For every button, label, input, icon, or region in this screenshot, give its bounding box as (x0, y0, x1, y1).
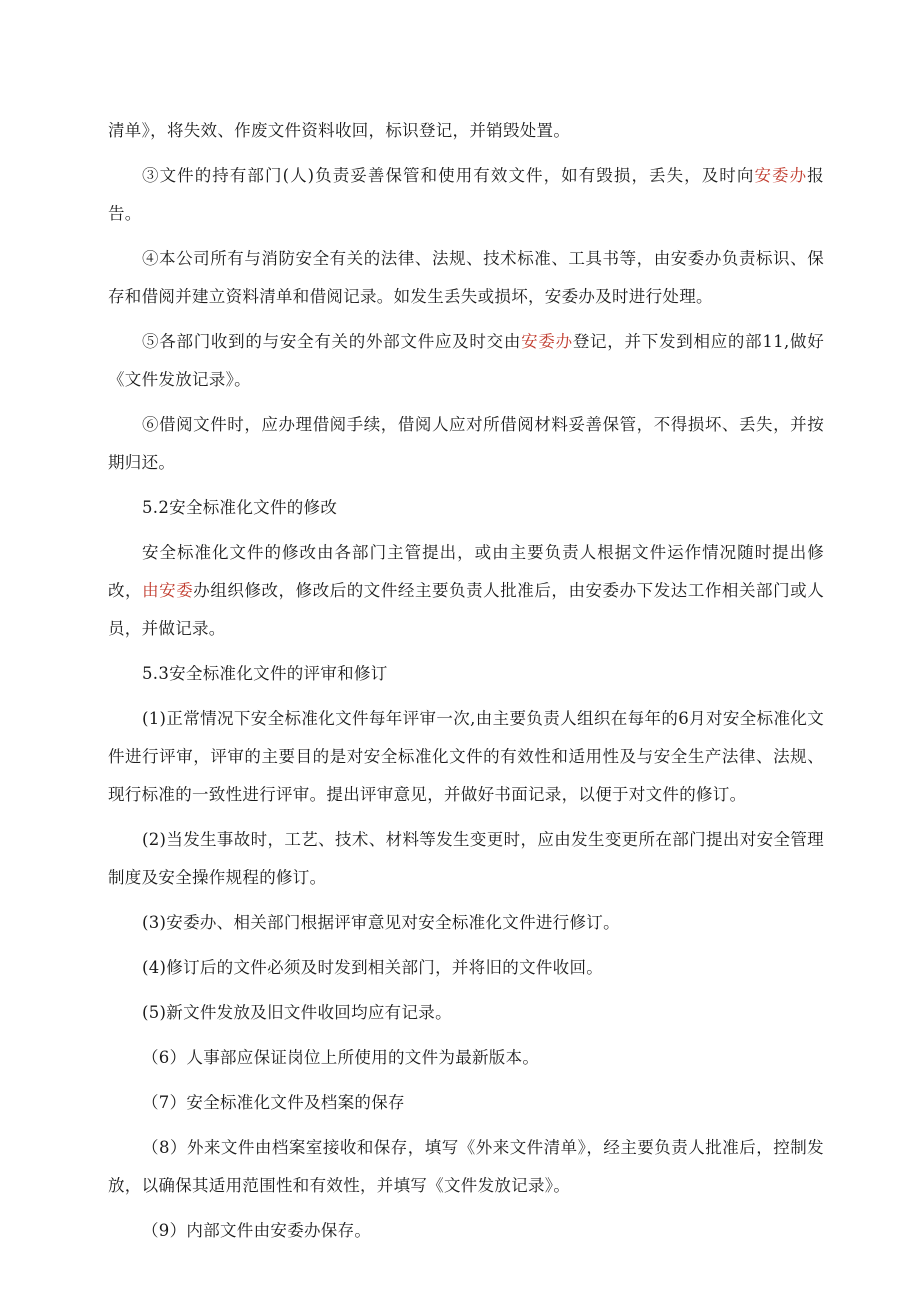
list-item-7 (108, 1084, 824, 1122)
text-run: (5)新文件发放及旧文件收回均应有记录。 (142, 1003, 452, 1022)
section-heading-5-2 (108, 489, 824, 527)
list-item-6 (108, 1039, 824, 1077)
list-item-9 (108, 1212, 824, 1250)
text-run: 报告。 (108, 166, 824, 223)
text-run: （6）人事部应保证岗位上所使用的文件为最新版本。 (142, 1048, 540, 1067)
section-heading-5-3 (108, 655, 824, 693)
document-body (108, 112, 824, 1257)
paragraph-item-4 (108, 240, 824, 316)
text-run: ⑥借阅文件时，应办理借阅手续，借阅人应对所借阅材料妥善保管，不得损坏、丢失，并按期归还。 (108, 415, 824, 472)
heading-text: 5.2安全标准化文件的修改 (142, 498, 338, 517)
highlighted-text: 安委办 (521, 332, 573, 351)
paragraph-continuation (108, 112, 824, 150)
heading-text: 5.3安全标准化文件的评审和修订 (142, 664, 388, 683)
highlighted-text: 由安委 (142, 581, 194, 600)
text-run: 办组织修改，修改后的文件经主要负责人批准后，由安委办下发达工作相关部门或人员，并做记录。 (108, 581, 824, 638)
list-item-4 (108, 949, 824, 987)
text-run: 清单》，将失效、作废文件资料收回，标识登记，并销毁处置。 (108, 121, 571, 140)
text-run: 安全标准化文件的修改由各部门主管提出，或由主要负责人根据文件运作情况随时提出修改， (108, 543, 824, 600)
list-item-2 (108, 821, 824, 897)
highlighted-text: 安委办 (754, 166, 808, 185)
text-run: （9）内部文件由安委办保存。 (142, 1221, 372, 1240)
text-run: （7）安全标准化文件及档案的保存 (142, 1093, 405, 1112)
text-run: （8）外来文件由档案室接收和保存，填写《外来文件清单》，经主要负责人批准后，控制发放，以确保其适用范围性和有效性，并填写《文件发放记录》。 (108, 1138, 824, 1195)
text-run: ④本公司所有与消防安全有关的法律、法规、技术标准、工具书等，由安委办负责标识、保存和借阅并建立资料清单和借阅记录。如发生丢失或损坏，安委办及时进行处理。 (108, 249, 824, 306)
paragraph-item-5 (108, 323, 824, 399)
text-run: (3)安委办、相关部门根据评审意见对安全标准化文件进行修订。 (142, 913, 620, 932)
paragraph-item-3 (108, 157, 824, 233)
text-run: (4)修订后的文件必须及时发到相关部门，并将旧的文件收回。 (142, 958, 604, 977)
text-run: ③文件的持有部门(人)负责妥善保管和使用有效文件，如有毁损，丢失，及时向 (142, 166, 755, 185)
paragraph-modification (108, 534, 824, 648)
text-run: (2)当发生事故时，工艺、技术、材料等发生变更时，应由发生变更所在部门提出对安全管理制度及安全操作规程的修订。 (108, 830, 824, 887)
text-run: 登记，并下发到相应的部11,做好《文件发放记录》。 (108, 332, 824, 389)
list-item-1 (108, 700, 824, 814)
text-run: (1)正常情况下安全标准化文件每年评审一次,由主要负责人组织在每年的6月对安全标准化文件进行评审，评审的主要目的是对安全标准化文件的有效性和适用性及与安全生产法律、法规、现行标准的一致性进行评审。提出评审意见，并做好书面记录，以便于对文件的修订。 (108, 709, 824, 804)
list-item-8 (108, 1129, 824, 1205)
list-item-5 (108, 994, 824, 1032)
list-item-3 (108, 904, 824, 942)
text-run: ⑤各部门收到的与安全有关的外部文件应及时交由 (142, 332, 522, 351)
paragraph-item-6 (108, 406, 824, 482)
